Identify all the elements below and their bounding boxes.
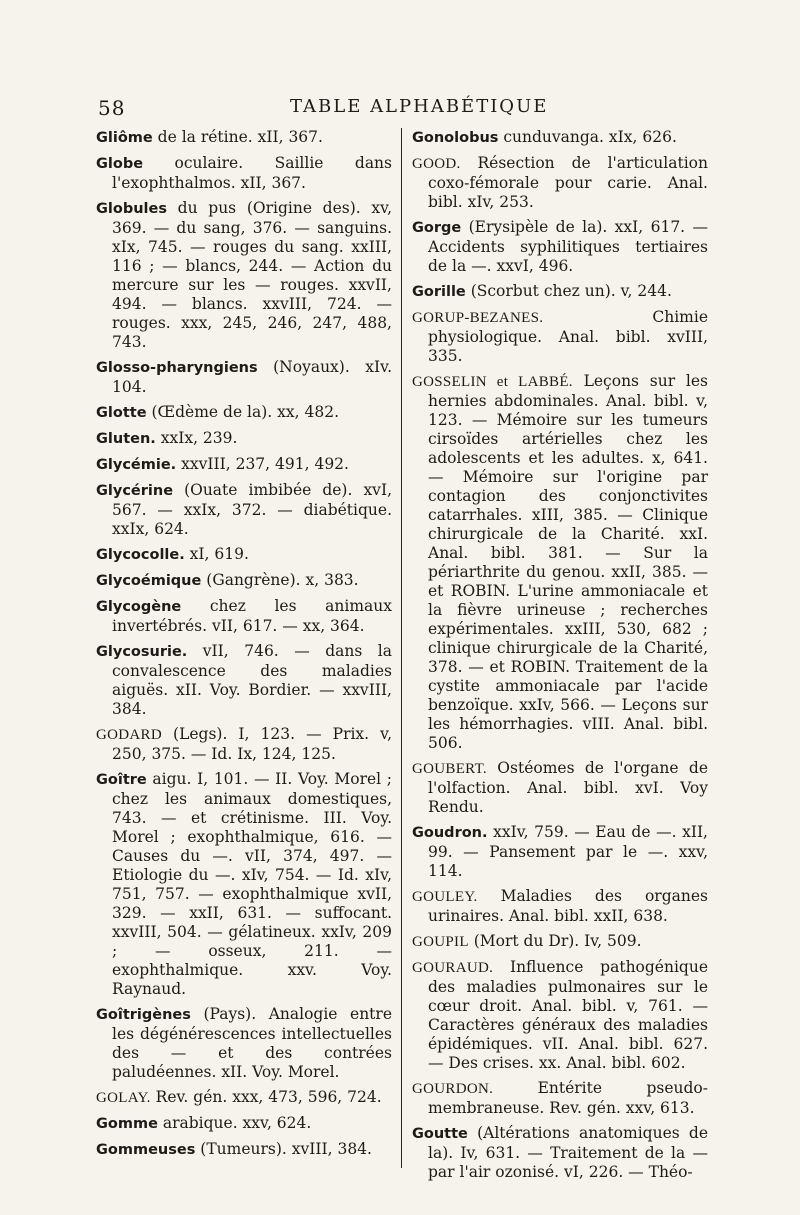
entry-text: (Gangrène). x, 383.	[201, 571, 359, 589]
entry-text: Chimie physiologique. Anal. bibl. xvIII, 335.	[428, 308, 708, 365]
index-entry	[412, 128, 708, 148]
entry-text: (Œdème de la). xx, 482.	[146, 403, 339, 421]
entry-headword: Gonolobus	[412, 130, 499, 146]
index-entry	[96, 642, 392, 719]
entry-headword: Globe	[96, 156, 144, 172]
index-entry	[96, 128, 392, 148]
entry-text: Rev. gén. xxx, 473, 596, 724.	[150, 1088, 382, 1106]
entry-headword: Goudron.	[412, 825, 488, 841]
entry-author: GOULEY.	[412, 889, 478, 905]
index-entry	[96, 429, 392, 449]
entry-text: xxvIII, 237, 491, 492.	[176, 455, 349, 473]
running-title: TABLE ALPHABÉTIQUE	[290, 96, 549, 117]
index-entry	[96, 455, 392, 475]
entry-headword: Glotte	[96, 405, 147, 421]
index-entry	[96, 725, 392, 764]
entry-author: GOSSELIN et LABBÉ.	[412, 374, 573, 390]
entry-text: (Tumeurs). xvIII, 384.	[195, 1140, 372, 1158]
right-column	[412, 128, 708, 1188]
index-entry	[412, 1079, 708, 1118]
index-entry	[96, 1114, 392, 1134]
entry-headword: Gorille	[412, 284, 466, 300]
index-entry	[96, 1005, 392, 1082]
entry-headword: Gommeuses	[96, 1142, 196, 1158]
index-entry	[412, 372, 708, 753]
entry-text: xI, 619.	[184, 545, 249, 563]
entry-headword: Glycosurie.	[96, 644, 188, 660]
entry-text: aigu. I, 101. — II. Voy. Morel ; chez les animaux domestiques, 743. — et crétinisme. III. Voy. Morel ; exophthalmique, 616. — Causes du —. vII, 374, 497. — Etiologie du —. xIv, 754. — Id. xIv, 751, 757. — exophthalmique xvII, 329. — xxII, 631. — suffocant. xxvIII, 504. — gélatineux. xxIv, 209 ; — osseux, 211. — exophthalmique. xxv. Voy. Raynaud.	[112, 770, 392, 998]
entry-headword: Globules	[96, 201, 167, 217]
index-entry	[96, 154, 392, 193]
index-entry	[412, 887, 708, 926]
index-entry	[96, 403, 392, 423]
column-divider	[401, 128, 402, 1168]
index-entry	[96, 770, 392, 999]
entry-text: xxIx, 239.	[155, 429, 238, 447]
left-column	[96, 128, 392, 1166]
entry-author: GOLAY.	[96, 1090, 151, 1106]
entry-text: Ostéomes de l'organe de l'olfaction. Anal. bibl. xvI. Voy Rendu.	[428, 759, 708, 816]
index-entry	[412, 308, 708, 366]
entry-headword: Gomme	[96, 1116, 158, 1132]
entry-headword: Glycoémique	[96, 573, 202, 589]
entry-text: Entérite pseudo-membraneuse. Rev. gén. xxv, 613.	[428, 1079, 708, 1117]
entry-text: Résection de l'articulation coxo-fémorale pour carie. Anal. bibl. xIv, 253.	[428, 154, 708, 211]
entry-headword: Gliôme	[96, 130, 153, 146]
entry-headword: Glycogène	[96, 599, 182, 615]
entry-text: (Pays). Analogie entre les dégénérescences intellectuelles des — et des contrées paludéennes. xII. Voy. Morel.	[112, 1005, 392, 1081]
entry-text: (Scorbut chez un). v, 244.	[465, 282, 672, 300]
index-entry	[96, 358, 392, 397]
page-number: 58	[98, 96, 126, 120]
index-entry	[412, 154, 708, 212]
index-entry	[96, 545, 392, 565]
entry-headword: Glycocolle.	[96, 547, 185, 563]
index-entry	[96, 1088, 392, 1108]
entry-text: (Ouate imbibée de). xvI, 567. — xxIx, 372. — diabétique. xxIx, 624.	[112, 481, 392, 538]
entry-headword: Gorge	[412, 220, 462, 236]
entry-headword: Glycémie.	[96, 457, 177, 473]
index-entry	[96, 597, 392, 636]
index-entry	[412, 282, 708, 302]
entry-text: oculaire. Saillie dans l'exophthalmos. xII, 367.	[112, 154, 392, 192]
entry-text: vII, 746. — dans la convalescence des maladies aiguës. xII. Voy. Bordier. — xxvIII, 384.	[112, 642, 392, 718]
index-entry	[412, 759, 708, 817]
index-entry	[96, 481, 392, 539]
entry-author: GOUPIL	[412, 934, 469, 950]
index-entry	[412, 823, 708, 881]
index-entry	[412, 932, 708, 952]
entry-text: chez les animaux invertébrés. vII, 617. — xx, 364.	[112, 597, 392, 635]
entry-author: GOUBERT.	[412, 761, 487, 777]
entry-text: du pus (Origine des). xv, 369. — du sang, 376. — sanguins. xIx, 745. — rouges du sang. xxIII, 116 ; — blancs, 244. — Action du mercure sur les — rouges. xxvII, 494. — blancs. xxvIII, 724. — rouges. xxx, 245, 246, 247, 488, 743.	[112, 199, 392, 351]
index-entry	[96, 199, 392, 352]
entry-headword: Goîtrigènes	[96, 1007, 191, 1023]
entry-text: arabique. xxv, 624.	[157, 1114, 312, 1132]
index-entry	[412, 218, 708, 276]
entry-headword: Glosso-pharyngiens	[96, 360, 258, 376]
entry-headword: Gluten.	[96, 431, 156, 447]
entry-text: (Noyaux). xIv. 104.	[112, 358, 392, 396]
entry-text: de la rétine. xII, 367.	[152, 128, 323, 146]
entry-text: (Erysipèle de la). xxI, 617. — Accidents syphilitiques tertiaires de la —. xxvI, 496.	[428, 218, 708, 275]
entry-author: GODARD	[96, 727, 162, 743]
entry-author: GOOD.	[412, 156, 461, 172]
index-entry	[96, 1140, 392, 1160]
entry-text: Maladies des organes urinaires. Anal. bibl. xxII, 638.	[428, 887, 708, 925]
entry-headword: Glycérine	[96, 483, 174, 499]
entry-author: GORUP-BEZANES.	[412, 310, 544, 326]
entry-text: Leçons sur les hernies abdominales. Anal. bibl. v, 123. — Mémoire sur les tumeurs cirsoïdes artérielles chez les adolescents et les adultes. x, 641. — Mémoire sur l'origine par contagion des conjonctivites catarrhales. xIII, 385. — Clinique chirurgicale de la Charité. xxI. Anal. bibl. 381. — Sur la périarthrite du genou. xxII, 385. — et ROBIN. L'urine ammoniacale et la fièvre urineuse ; recherches expérimentales. xxIII, 530, 682 ; clinique chirurgicale de la Charité, 378. — et ROBIN. Traitement de la cystite ammoniacale par l'acide benzoïque. xxIv, 566. — Leçons sur les hémorrhagies. vIII. Anal. bibl. 506.	[428, 372, 708, 752]
entry-author: GOURAUD.	[412, 960, 494, 976]
entry-text: (Mort du Dr). Iv, 509.	[468, 932, 642, 950]
entry-text: xxIv, 759. — Eau de —. xII, 99. — Pansement par le —. xxv, 114.	[428, 823, 708, 880]
entry-text: (Legs). I, 123. — Prix. v, 250, 375. — Id. Ix, 124, 125.	[112, 725, 392, 763]
index-entry	[412, 958, 708, 1073]
entry-headword: Goutte	[412, 1126, 468, 1142]
entry-text: Influence pathogénique des maladies pulmonaires sur le cœur droit. Anal. bibl. v, 761. — Caractères généraux des maladies épidémiques. vII. Anal. bibl. 627. — Des crises. xx. Anal. bibl. 602.	[428, 958, 708, 1072]
entry-author: GOURDON.	[412, 1081, 494, 1097]
index-entry	[96, 571, 392, 591]
index-entry	[412, 1124, 708, 1182]
entry-text: cunduvanga. xIx, 626.	[498, 128, 677, 146]
entry-headword: Goître	[96, 772, 147, 788]
entry-text: (Altérations anatomiques de la). Iv, 631. — Traitement de la — par l'air ozonisé. vI, 226. — Théo-	[428, 1124, 708, 1181]
